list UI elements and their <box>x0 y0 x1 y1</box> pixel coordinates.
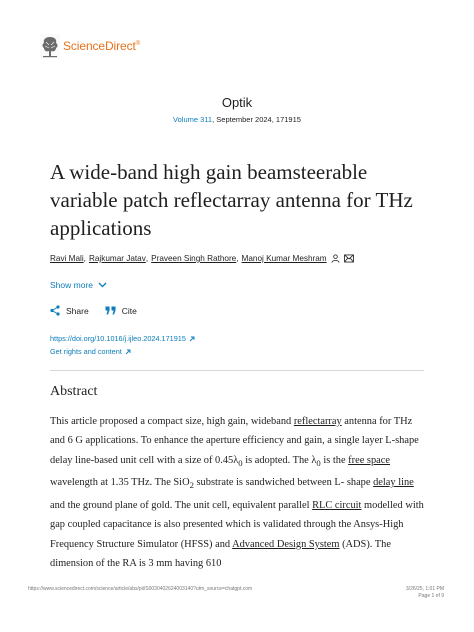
share-button[interactable] <box>50 305 89 316</box>
author-link[interactable]: Praveen Singh Rathore <box>151 254 237 263</box>
share-label: Share <box>66 305 89 316</box>
quote-icon <box>105 306 116 315</box>
cite-label: Cite <box>121 305 137 316</box>
author-link[interactable]: Rajkumar Jatav <box>88 254 146 263</box>
journal-name[interactable]: Optik <box>221 95 253 110</box>
volume-link[interactable]: Volume 311 <box>173 115 213 124</box>
doi-link[interactable] <box>50 334 195 343</box>
rights-text: Get rights and content <box>50 347 122 356</box>
abstract-text: This article proposed a compact size, high gain, wideband reflectarray antenna for THz and 6 G applications. To enhance the aperture efficiency and gain, a single layer L-shape delay line-based unit cell with a size of $0.45\lambda_0$ is adopted. The $\lambda_0$ is the free space wavelength at 1.35 THz. The SiO$_2$ substrate is sandwiched between L- shape delay line and the ground plane of gold. The unit cell, equivalent parallel RLC circuit modelled with gap coupled capacitance is also presented which is validated through the Ansys-High Frequency Structure Simulator (HFSS) and Advanced Design System (ADS). The dimension of the RA is 3 mm having 610 <box>50 416 424 569</box>
elsevier-tree-icon <box>40 34 60 58</box>
article-actions <box>50 305 153 316</box>
sciencedirect-logo[interactable] <box>40 34 140 58</box>
page-number: Page 1 of 9 <box>418 592 444 599</box>
print-footer-url: https://www.sciencedirect.com/science/article/abs/pii/S0030402624003140?utm_source=chatgpt.com <box>28 586 253 592</box>
topic-link[interactable]: delay line <box>373 477 414 489</box>
volume-date: , September 2024, 171915 <box>212 115 301 124</box>
cite-button[interactable] <box>105 306 137 316</box>
article-title: A wide-band high gain beamsteerable variable patch reflectarray antenna for THz applications <box>50 160 413 240</box>
topic-link[interactable]: Advanced Design System <box>232 538 340 550</box>
topic-link[interactable]: RLC circuit <box>312 499 362 511</box>
topic-link[interactable]: free space <box>348 454 390 466</box>
external-link-icon <box>189 336 195 342</box>
volume-info <box>0 115 474 124</box>
author-link[interactable]: Ravi Mali <box>50 254 84 263</box>
print-date: 3/26/25, 1:01 PM <box>405 586 444 592</box>
author-list: Ravi Mali , Rajkumar Jatav , Praveen Singh Rathore , Manoj Kumar Meshram <box>50 254 354 263</box>
author-link[interactable]: Manoj Kumar Meshram <box>241 254 327 263</box>
external-link-icon <box>125 349 131 355</box>
share-icon <box>50 305 60 316</box>
abstract-heading: Abstract <box>50 384 98 399</box>
section-divider <box>50 370 424 371</box>
person-icon[interactable] <box>331 254 340 263</box>
topic-link[interactable]: reflectarray <box>293 416 342 427</box>
envelope-icon[interactable] <box>344 254 354 263</box>
rights-link[interactable] <box>50 347 131 356</box>
logo-text: ScienceDirect® <box>63 39 141 53</box>
print-footer-meta <box>406 586 444 599</box>
show-more-button[interactable] <box>50 280 107 290</box>
show-more-label: Show more <box>50 280 93 290</box>
chevron-down-icon <box>98 282 107 288</box>
doi-text: https://doi.org/10.1016/j.ijleo.2024.171915 <box>50 334 186 343</box>
